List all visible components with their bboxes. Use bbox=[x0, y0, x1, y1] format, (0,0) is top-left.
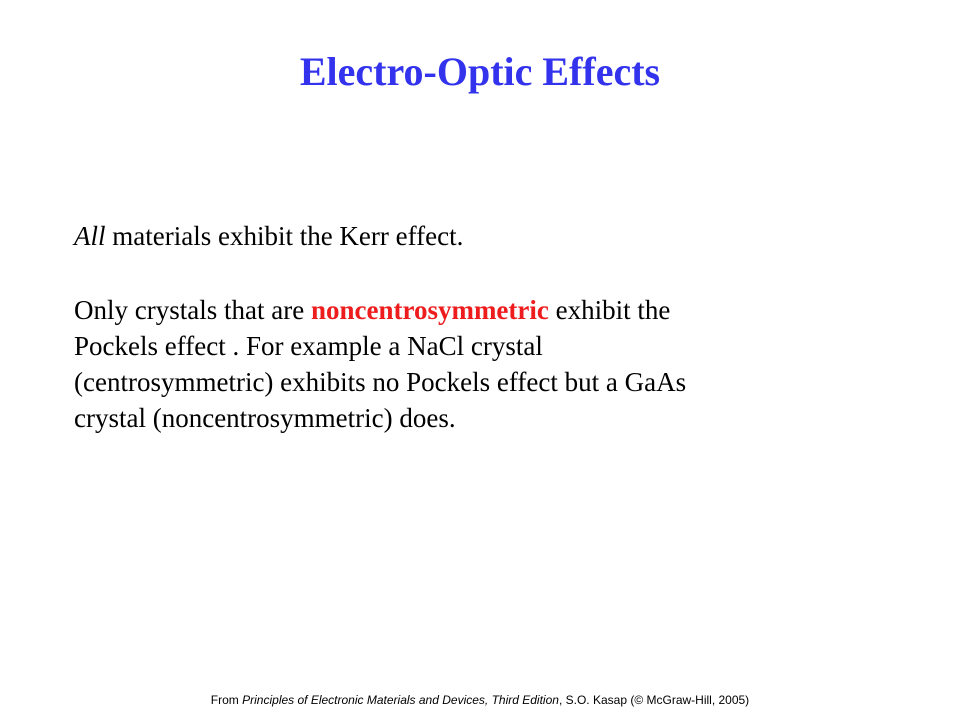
paragraph-gap bbox=[74, 254, 894, 292]
slide-title: Electro-Optic Effects bbox=[299, 49, 661, 94]
kerr-statement bbox=[74, 218, 894, 254]
pockels-line-1 bbox=[74, 295, 670, 325]
citation-suffix: , S.O. Kasap (© McGraw-Hill, 2005) bbox=[558, 693, 750, 707]
pockels-statement bbox=[74, 292, 894, 436]
citation-book-title: Principles of Electronic Materials and Devices, Third Edition bbox=[242, 693, 559, 707]
noncentrosymmetric-highlight: noncentrosymmetric bbox=[310, 295, 549, 325]
slide-body bbox=[74, 218, 894, 436]
pockels-line-4: crystal (noncentrosymmetric) does. bbox=[74, 403, 456, 433]
kerr-statement-italic: All bbox=[74, 221, 106, 251]
source-citation bbox=[0, 692, 960, 708]
pockels-line-2: Pockels effect . For example a NaCl crystal bbox=[74, 331, 543, 361]
citation-prefix: From bbox=[210, 693, 243, 707]
pockels-line-1-after: exhibit the bbox=[548, 295, 671, 325]
pockels-line-3: (centrosymmetric) exhibits no Pockels effect but a GaAs bbox=[74, 367, 687, 397]
kerr-statement-text: materials exhibit the Kerr effect. bbox=[105, 221, 464, 251]
pockels-line-1-before: Only crystals that are bbox=[74, 295, 311, 325]
